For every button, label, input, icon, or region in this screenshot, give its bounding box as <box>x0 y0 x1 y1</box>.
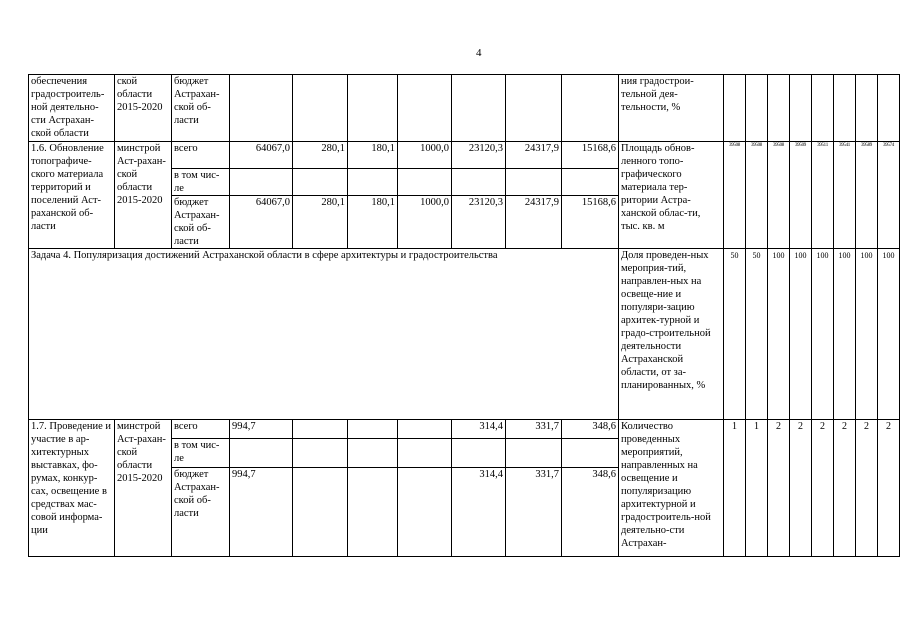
value-cell: 180,1 <box>348 142 398 169</box>
value-cell <box>293 468 348 557</box>
funding-source-cell: в том чис-ле <box>172 439 230 468</box>
value-cell <box>452 75 506 142</box>
indicator-cell: ния градострои-тельной дея-тельности, % <box>619 75 724 142</box>
value-cell: 348,6 <box>562 468 619 557</box>
value-cell <box>398 468 452 557</box>
value-cell: 1000,0 <box>398 142 452 169</box>
value-cell: 994,7 <box>230 468 293 557</box>
value-cell <box>562 439 619 468</box>
measure-name-cell: 1.6. Обновление топографиче-ского материала территорий и поселений Аст-раханской об-ласти <box>29 142 115 249</box>
target-cell <box>856 75 878 142</box>
value-cell: 280,1 <box>293 196 348 249</box>
target-cell: 2 <box>878 420 900 557</box>
value-cell <box>506 439 562 468</box>
value-cell: 314,4 <box>452 420 506 439</box>
value-cell <box>230 169 293 196</box>
funding-source-cell: в том чис-ле <box>172 169 230 196</box>
value-cell: 994,7 <box>230 420 293 439</box>
target-cell: 39574 <box>878 142 900 249</box>
target-cell: 39589 <box>856 142 878 249</box>
value-cell <box>506 169 562 196</box>
target-cell: 2 <box>856 420 878 557</box>
value-cell <box>293 169 348 196</box>
value-cell <box>452 169 506 196</box>
value-cell: 314,4 <box>452 468 506 557</box>
target-cell: 100 <box>768 249 790 420</box>
target-cell: 2 <box>790 420 812 557</box>
task-heading-cell: Задача 4. Популяризация достижений Астраханской области в сфере архитектуры и градостроительства <box>29 249 619 420</box>
value-cell <box>293 75 348 142</box>
target-cell <box>724 75 746 142</box>
value-cell <box>230 439 293 468</box>
value-cell <box>348 439 398 468</box>
target-cell <box>878 75 900 142</box>
target-cell: 39508 <box>746 142 768 249</box>
executor-cell: минстрой Аст-рахан-ской области 2015-2020 <box>115 142 172 249</box>
value-cell: 23120,3 <box>452 196 506 249</box>
target-cell: 2 <box>834 420 856 557</box>
measure-name-cell: 1.7. Проведение и участие в ар-хитектурных выставках, фо-румах, конкур-сах, освещение в средствах мас-совой информа-ции <box>29 420 115 557</box>
value-cell <box>348 75 398 142</box>
target-cell: 39511 <box>812 142 834 249</box>
value-cell: 15168,6 <box>562 196 619 249</box>
value-cell <box>398 169 452 196</box>
target-cell: 1 <box>746 420 768 557</box>
value-cell: 15168,6 <box>562 142 619 169</box>
table-row <box>29 75 900 142</box>
value-cell: 180,1 <box>348 196 398 249</box>
target-cell <box>768 75 790 142</box>
target-cell: 39508 <box>724 142 746 249</box>
value-cell <box>506 75 562 142</box>
indicator-cell: Площадь обнов-ленного топо-графического материала тер-ритории Астра-ханской облас-ти, тыс. кв. м <box>619 142 724 249</box>
value-cell <box>293 439 348 468</box>
value-cell: 64067,0 <box>230 196 293 249</box>
target-cell: 100 <box>834 249 856 420</box>
value-cell <box>293 420 348 439</box>
executor-cell: ской области 2015-2020 <box>115 75 172 142</box>
table-row <box>29 249 900 420</box>
target-cell: 100 <box>790 249 812 420</box>
funding-source-cell: бюджет Астрахан-ской об-ласти <box>172 468 230 557</box>
target-cell <box>812 75 834 142</box>
value-cell: 23120,3 <box>452 142 506 169</box>
target-cell: 2 <box>768 420 790 557</box>
target-cell: 50 <box>746 249 768 420</box>
funding-source-cell: бюджет Астрахан-ской об-ласти <box>172 196 230 249</box>
value-cell: 331,7 <box>506 468 562 557</box>
target-cell: 100 <box>812 249 834 420</box>
target-cell <box>746 75 768 142</box>
table-row <box>29 142 900 169</box>
value-cell: 24317,9 <box>506 196 562 249</box>
executor-cell: минстрой Аст-рахан-ской области 2015-2020 <box>115 420 172 557</box>
measure-name-cell: обеспечения градостроитель-ной деятельно-сти Астрахан-ской области <box>29 75 115 142</box>
value-cell <box>348 420 398 439</box>
value-cell: 348,6 <box>562 420 619 439</box>
target-cell: 50 <box>724 249 746 420</box>
value-cell <box>452 439 506 468</box>
page-number: 4 <box>476 47 482 59</box>
value-cell <box>348 468 398 557</box>
target-cell: 39541 <box>834 142 856 249</box>
table-row <box>29 420 900 439</box>
value-cell <box>398 439 452 468</box>
program-table <box>28 74 900 557</box>
value-cell <box>230 75 293 142</box>
target-cell: 1 <box>724 420 746 557</box>
value-cell: 1000,0 <box>398 196 452 249</box>
indicator-cell: Количество проведенных мероприятий, направленных на освещение и популяризацию архитектурной и градостроитель-ной деятельно-сти Астрахан- <box>619 420 724 557</box>
funding-source-cell: всего <box>172 142 230 169</box>
value-cell <box>562 75 619 142</box>
funding-source-cell: всего <box>172 420 230 439</box>
value-cell: 280,1 <box>293 142 348 169</box>
value-cell: 331,7 <box>506 420 562 439</box>
value-cell: 64067,0 <box>230 142 293 169</box>
value-cell <box>348 169 398 196</box>
value-cell: 24317,9 <box>506 142 562 169</box>
target-cell <box>790 75 812 142</box>
target-cell: 2 <box>812 420 834 557</box>
value-cell <box>398 75 452 142</box>
funding-source-cell: бюджет Астрахан-ской об-ласти <box>172 75 230 142</box>
target-cell: 100 <box>878 249 900 420</box>
target-cell: 39509 <box>790 142 812 249</box>
target-cell: 39508 <box>768 142 790 249</box>
target-cell <box>834 75 856 142</box>
value-cell <box>562 169 619 196</box>
target-cell: 100 <box>856 249 878 420</box>
value-cell <box>398 420 452 439</box>
indicator-cell: Доля проведен-ных мероприя-тий, направлен-ных на освеще-ние и популяри-зацию архитек-турной и градо-строительной деятельности Астраханской области, от за-планированных, % <box>619 249 724 420</box>
